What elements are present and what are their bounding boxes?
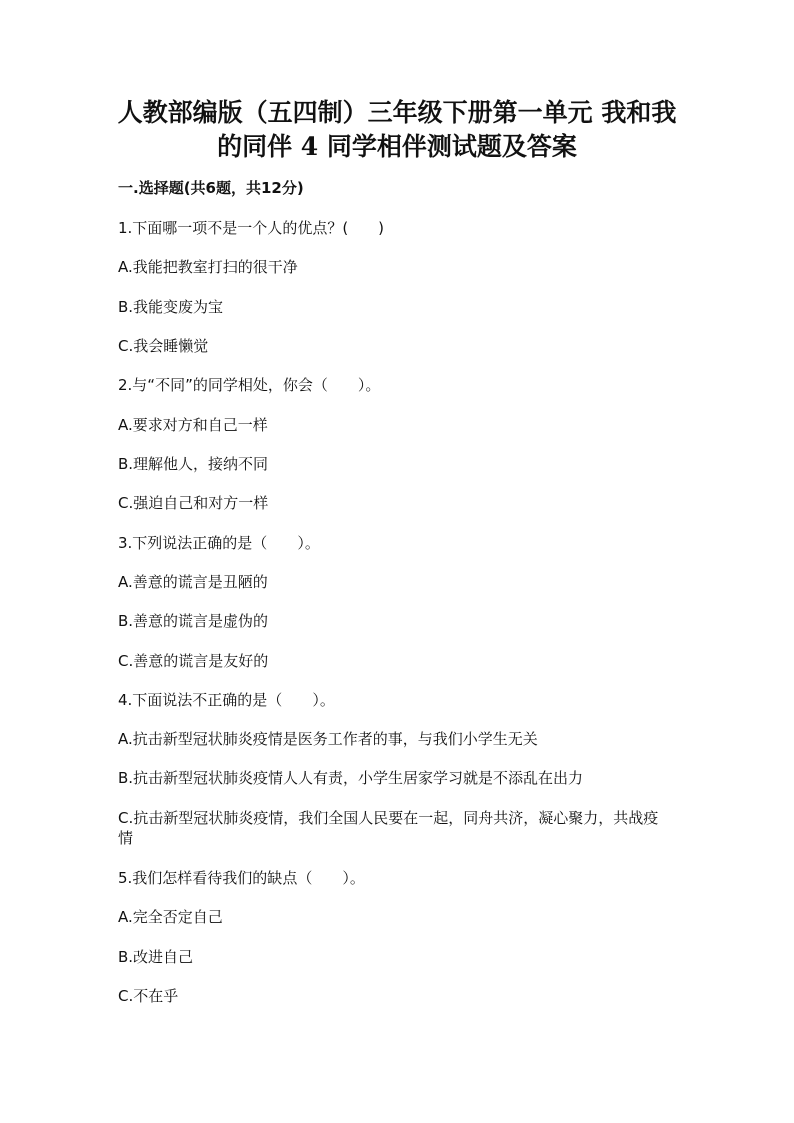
document-title-line-1: 人教部编版（五四制）三年级下册第一单元 我和我 xyxy=(117,98,677,127)
question-4-option-c: C.抗击新型冠状肺炎疫情，我们全国人民要在一起，同舟共济，凝心聚力，共战疫情 xyxy=(118,809,659,847)
question-2-option-a: A.要求对方和自己一样 xyxy=(118,416,268,434)
question-3-option-b: B.善意的谎言是虚伪的 xyxy=(118,612,269,630)
question-5-option-a: A.完全否定自己 xyxy=(118,908,223,926)
question-1-option-c: C.我会睡懒觉 xyxy=(118,337,209,355)
question-4-option-a: A.抗击新型冠状肺炎疫情是医务工作者的事，与我们小学生无关 xyxy=(118,730,538,748)
question-1-option-a: A.我能把教室打扫的很干净 xyxy=(118,258,298,276)
question-1-stem: 1.下面哪一项不是一个人的优点？( ) xyxy=(118,219,385,237)
question-3-option-c: C.善意的谎言是友好的 xyxy=(118,652,269,670)
question-2-option-c: C.强迫自己和对方一样 xyxy=(118,494,269,512)
document-title-line-2: 的同伴 4 同学相伴测试题及答案 xyxy=(217,132,577,161)
question-5-option-c: C.不在乎 xyxy=(118,987,179,1005)
question-3-option-a: A.善意的谎言是丑陋的 xyxy=(118,573,268,591)
question-1-option-b: B.我能变废为宝 xyxy=(118,298,224,316)
question-4-stem: 4.下面说法不正确的是（ ）。 xyxy=(118,691,335,709)
question-5-stem: 5.我们怎样看待我们的缺点（ ）。 xyxy=(118,869,365,887)
question-2-stem: 2.与“不同”的同学相处，你会（ ）。 xyxy=(118,376,381,394)
question-2-option-b: B.理解他人，接纳不同 xyxy=(118,455,269,473)
question-3-stem: 3.下列说法正确的是（ ）。 xyxy=(118,534,320,552)
question-4-option-b: B.抗击新型冠状肺炎疫情人人有责，小学生居家学习就是不添乱在出力 xyxy=(118,769,584,787)
question-5-option-b: B.改进自己 xyxy=(118,948,194,966)
section-heading: 一.选择题(共6题，共12分) xyxy=(118,179,304,197)
